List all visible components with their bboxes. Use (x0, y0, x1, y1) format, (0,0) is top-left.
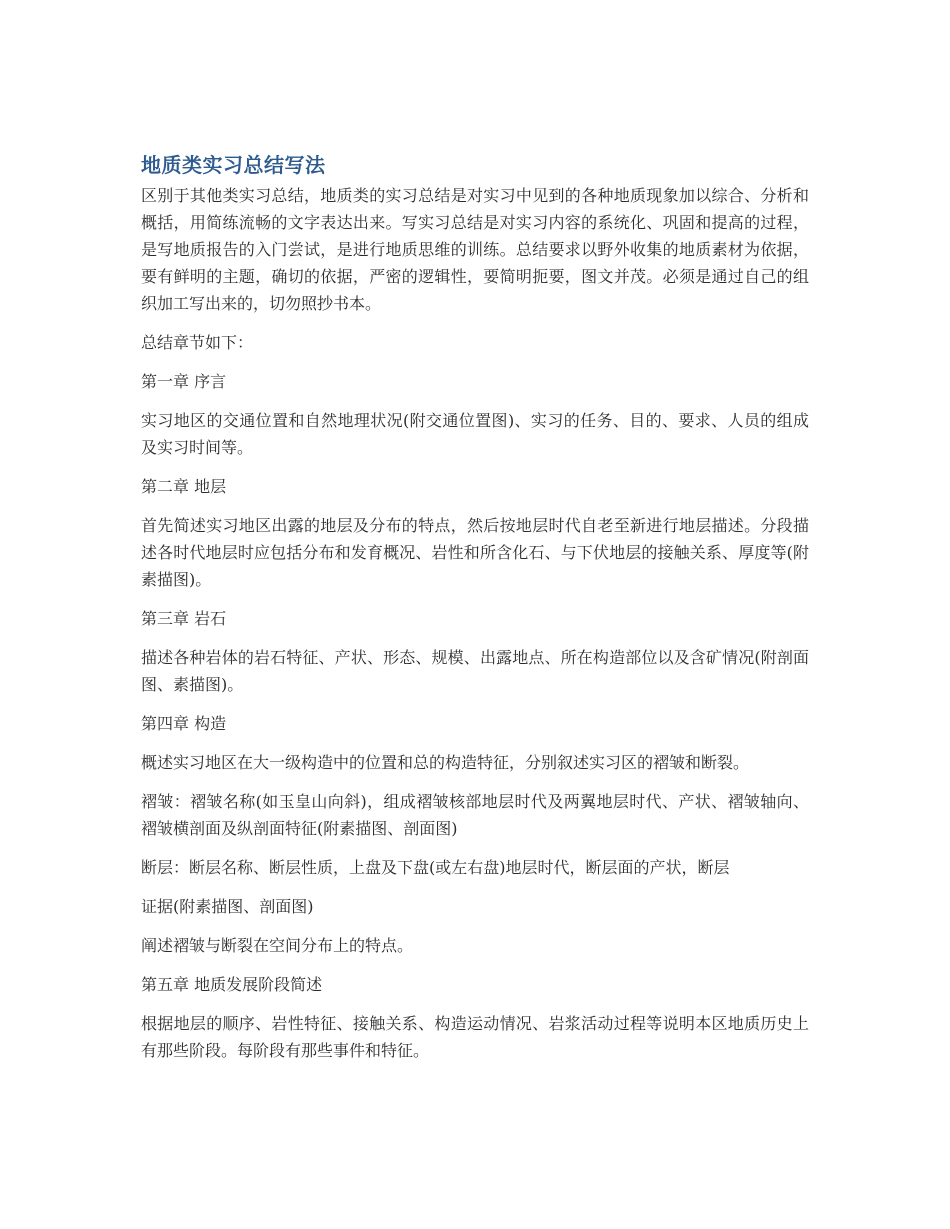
intro-paragraph: 区别于其他类实习总结，地质类的实习总结是对实习中见到的各种地质现象加以综合、分析和概括，用简练流畅的文字表达出来。写实习总结是对实习内容的系统化、巩固和提高的过程，是写地质报告的入门尝试，是进行地质思维的训练。总结要求以野外收集的地质素材为依据，要有鲜明的主题，确切的依据，严密的逻辑性，要简明扼要，图文并茂。必须是通过自己的组织加工写出来的，切勿照抄书本。 (141, 186, 809, 313)
chapter-4-summary: 阐述褶皱与断裂在空间分布上的特点。 (141, 936, 414, 955)
chapter-4-title: 第四章 构造 (141, 714, 227, 733)
chapter-1-title: 第一章 序言 (141, 372, 227, 391)
chapter-4-fault-line-1: 断层：断层名称、断层性质，上盘及下盘(或左右盘)地层时代，断层面的产状，断层 (141, 858, 730, 877)
chapter-4-fault-line-2: 证据(附素描图、剖面图) (141, 897, 314, 916)
chapter-4-body: 概述实习地区在大一级构造中的位置和总的构造特征，分别叙述实习区的褶皱和断裂。 (141, 753, 750, 772)
document-body (141, 150, 809, 1076)
chapters-label: 总结章节如下： (141, 333, 254, 352)
chapter-2-title: 第二章 地层 (141, 477, 227, 496)
chapter-5-title: 第五章 地质发展阶段简述 (141, 975, 323, 994)
document-title: 地质类实习总结写法 (141, 153, 326, 177)
chapter-2-body: 首先简述实习地区出露的地层及分布的特点，然后按地层时代自老至新进行地层描述。分段描述各时代地层时应包括分布和发育概况、岩性和所含化石、与下伏地层的接触关系、厚度等(附素描图)。 (141, 516, 809, 589)
chapter-3-body: 描述各种岩体的岩石特征、产状、形态、规模、出露地点、所在构造部位以及含矿情况(附剖面图、素描图)。 (141, 648, 809, 694)
chapter-1-body: 实习地区的交通位置和自然地理状况(附交通位置图)、实习的任务、目的、要求、人员的组成及实习时间等。 (141, 411, 809, 457)
chapter-5-body: 根据地层的顺序、岩性特征、接触关系、构造运动情况、岩浆活动过程等说明本区地质历史上有那些阶段。每阶段有那些事件和特征。 (141, 1014, 809, 1060)
chapter-4-fold: 褶皱：褶皱名称(如玉皇山向斜)，组成褶皱核部地层时代及两翼地层时代、产状、褶皱轴向、褶皱横剖面及纵剖面特征(附素描图、剖面图) (141, 792, 809, 838)
chapter-3-title: 第三章 岩石 (141, 609, 227, 628)
